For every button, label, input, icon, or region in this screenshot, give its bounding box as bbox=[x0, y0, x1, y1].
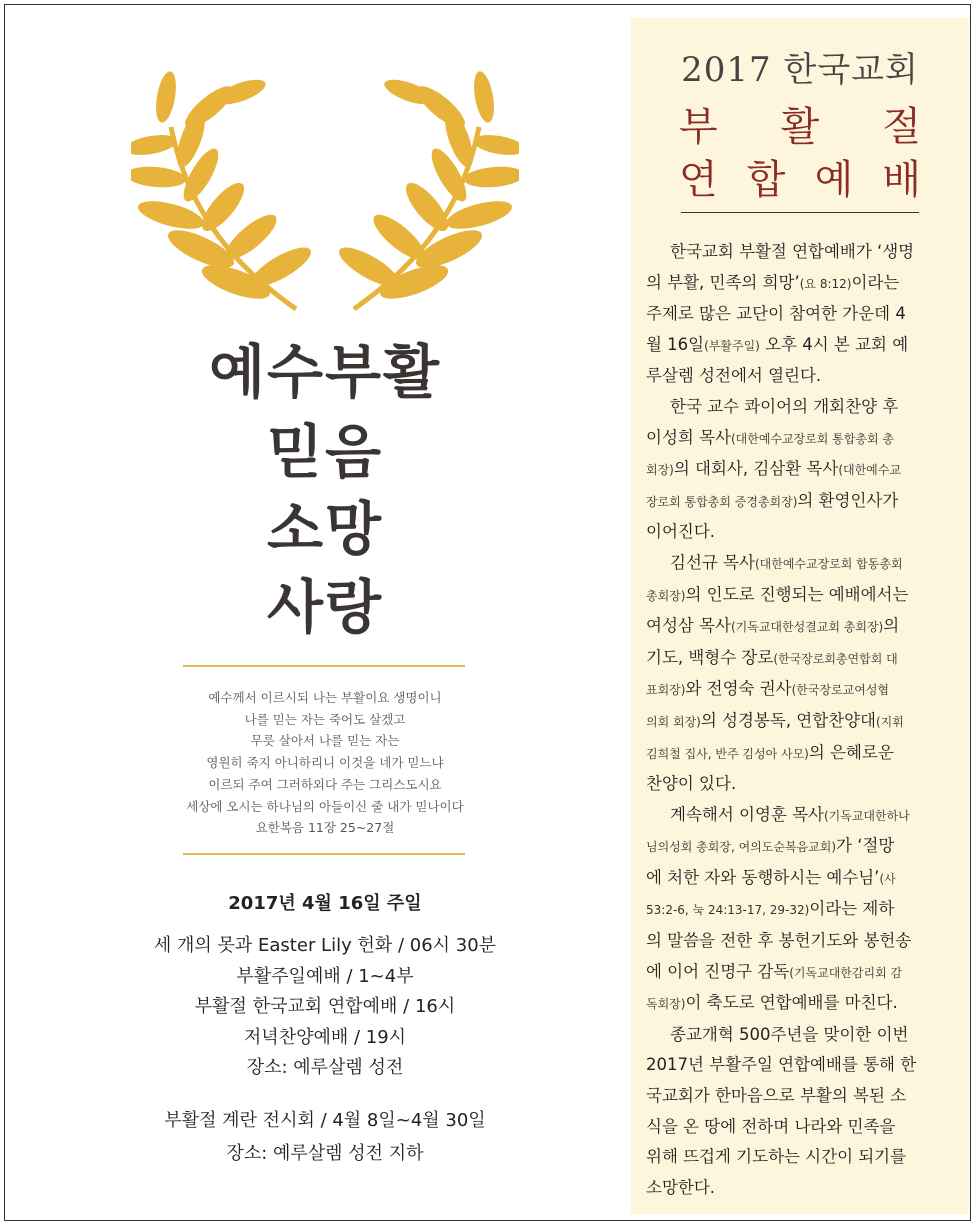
article-line bbox=[646, 330, 964, 362]
article-note: (대한예수교장로회 합동총회 bbox=[754, 556, 903, 571]
laurel-wreath-icon bbox=[131, 67, 519, 317]
exhibition-location: 장소: 예루살렘 성전 지하 bbox=[226, 1143, 424, 1164]
subtitle-char: 활 bbox=[780, 104, 820, 150]
article-line bbox=[646, 611, 964, 643]
article-line bbox=[646, 863, 964, 895]
article-text: 와 전영숙 권사 bbox=[685, 679, 792, 699]
article-note: 의회 회장) bbox=[646, 714, 701, 729]
article-line bbox=[646, 1050, 964, 1081]
article-note: (한국장로교여성협 bbox=[791, 683, 890, 698]
left-column bbox=[5, 5, 645, 1220]
article-text: 의 은혜로운 bbox=[808, 742, 894, 762]
article-note: (기독교대한성결교회 총회장) bbox=[730, 620, 884, 635]
article-note: (요 8:12) bbox=[799, 276, 852, 291]
article-text: 이라는 bbox=[851, 272, 900, 292]
article-text: 이라는 제하 bbox=[809, 899, 895, 919]
schedule-location: 장소: 예루살렘 성전 bbox=[246, 1057, 404, 1078]
article-line bbox=[646, 548, 964, 580]
article-line bbox=[646, 957, 964, 989]
verse-line: 나를 믿는 자는 죽어도 살겠고 bbox=[244, 711, 406, 727]
subtitle-char: 배 bbox=[882, 157, 921, 203]
article-note: 님의성회 총회장, 여의도순복음교회) bbox=[646, 840, 837, 855]
article-line bbox=[646, 769, 964, 800]
article-line bbox=[646, 237, 964, 268]
poster-frame bbox=[4, 4, 971, 1221]
article-note: (지휘 bbox=[876, 714, 904, 729]
verse-line: 세상에 오시는 하나님의 아들이신 줄 내가 믿나이다 bbox=[186, 798, 464, 814]
exhibition-item: 부활절 계란 전시회 / 4월 8일~4월 30일 bbox=[164, 1110, 486, 1131]
article-text: 이 축도로 연합예배를 마친다. bbox=[685, 993, 898, 1013]
article-title: 2017 한국교회 bbox=[681, 50, 919, 90]
article-line bbox=[646, 1081, 964, 1112]
article-note: (부활주일) bbox=[704, 338, 760, 353]
subtitle-char: 합 bbox=[746, 157, 786, 203]
article-panel bbox=[631, 18, 969, 1214]
article-line bbox=[646, 392, 964, 423]
headline-line-3: 소망 bbox=[266, 495, 384, 563]
scripture-verse bbox=[145, 687, 505, 839]
headline-line-2: 믿음 bbox=[266, 418, 384, 486]
article-text: 식을 온 땅에 전하며 나라와 민족을 bbox=[646, 1116, 896, 1136]
headline-line-4: 사랑 bbox=[266, 573, 384, 641]
schedule-list bbox=[5, 931, 645, 1084]
exhibition-info bbox=[5, 1104, 645, 1170]
article-note: 표회장) bbox=[646, 683, 686, 698]
article-line bbox=[646, 1142, 964, 1173]
article-line bbox=[646, 454, 964, 486]
article-line bbox=[646, 361, 964, 392]
article-line bbox=[646, 486, 964, 518]
article-text: 한국 교수 콰이어의 개회찬양 후 bbox=[670, 396, 899, 416]
article-line bbox=[646, 580, 964, 612]
article-text: 국교회가 한마음으로 부활의 복된 소 bbox=[646, 1086, 907, 1106]
article-line bbox=[646, 831, 964, 863]
article-line bbox=[646, 894, 964, 926]
title-divider bbox=[681, 212, 919, 213]
article-text: 의 인도로 진행되는 예배에서는 bbox=[685, 584, 909, 604]
article-line bbox=[646, 1173, 964, 1204]
article-note: 53:2-6, 눅 24:13-17, 29-32) bbox=[646, 903, 810, 918]
article-text: 위해 뜨겁게 기도하는 시간이 되기를 bbox=[646, 1147, 907, 1167]
article-text: 에 처한 자와 동행하시는 예수님’ bbox=[646, 867, 880, 887]
article-text: 종교개혁 500주년을 맞이한 이번 bbox=[670, 1024, 909, 1044]
subtitle-char: 예 bbox=[814, 157, 854, 203]
article-line bbox=[646, 517, 964, 548]
gold-divider-top bbox=[183, 665, 465, 667]
article-text: 주제로 많은 교단이 참여한 가운데 4 bbox=[646, 304, 906, 324]
article-line bbox=[646, 706, 964, 738]
article-note: 총회장) bbox=[646, 588, 686, 603]
subtitle-char: 연 bbox=[679, 157, 718, 203]
article-text: 의 bbox=[883, 616, 900, 636]
article-note: (기독교대한하나 bbox=[823, 808, 910, 823]
article-line bbox=[646, 1020, 964, 1051]
article-line bbox=[646, 926, 964, 957]
article-line bbox=[646, 800, 964, 832]
article-text: 한국교회 부활절 연합예배가 ‘생명 bbox=[670, 242, 915, 261]
verse-line: 이르되 주여 그러하외다 주는 그리스도시요 bbox=[208, 776, 442, 792]
verse-line: 무릇 살아서 나를 믿는 자는 bbox=[250, 733, 400, 749]
article-line bbox=[646, 738, 964, 770]
article-line bbox=[646, 423, 964, 455]
verse-line: 영원히 죽지 아니하리니 이것을 네가 믿느냐 bbox=[206, 755, 444, 771]
schedule-item: 세 개의 못과 Easter Lily 헌화 / 06시 30분 bbox=[153, 935, 497, 956]
article-body bbox=[646, 237, 964, 1203]
article-text: 2017년 부활주일 연합예배를 통해 한 bbox=[646, 1055, 917, 1075]
article-text: 루살렘 성전에서 열린다. bbox=[646, 366, 822, 386]
article-note: 장로회 통합총회 증경총회장) bbox=[646, 494, 798, 509]
article-text: 소망한다. bbox=[646, 1177, 716, 1197]
article-line bbox=[646, 299, 964, 330]
article-text: 월 16일 bbox=[646, 334, 705, 354]
article-line bbox=[646, 1112, 964, 1143]
article-line bbox=[646, 643, 964, 675]
article-text: 의 말씀을 전한 후 봉헌기도와 봉헌송 bbox=[646, 931, 912, 951]
schedule-item: 부활절 한국교회 연합예배 / 16시 bbox=[194, 996, 456, 1017]
article-note: 독회장) bbox=[646, 997, 686, 1012]
article-text: 의 환영인사가 bbox=[797, 490, 899, 510]
article-text: 의 성경봉독, 연합찬양대 bbox=[700, 710, 876, 730]
article-note: (사 bbox=[879, 871, 896, 886]
article-subtitle-line-1 bbox=[679, 95, 921, 152]
article-subtitle-line-2 bbox=[679, 148, 921, 205]
article-note: (대한예수교장로회 통합총회 총 bbox=[730, 431, 894, 446]
article-text: 에 이어 진명구 감독 bbox=[646, 961, 790, 981]
subtitle-char: 절 bbox=[882, 104, 921, 150]
article-line bbox=[646, 674, 964, 706]
subtitle-char: 부 bbox=[679, 104, 718, 150]
article-text: 가 ‘절망 bbox=[836, 836, 895, 856]
article-note: (기독교대한감리회 감 bbox=[789, 965, 903, 980]
article-text: 이어진다. bbox=[646, 522, 716, 542]
article-line bbox=[646, 988, 964, 1020]
article-text: 김선규 목사 bbox=[670, 552, 755, 572]
article-text: 계속해서 이영훈 목사 bbox=[670, 804, 824, 824]
verse-reference: 요한복음 11장 25~27절 bbox=[255, 820, 395, 836]
article-text: 의 부활, 민족의 희망’ bbox=[646, 272, 800, 292]
schedule-item: 부활주일예배 / 1~4부 bbox=[236, 965, 414, 987]
article-text: 오후 4시 본 교회 예 bbox=[759, 334, 909, 354]
article-text: 여성삼 목사 bbox=[646, 616, 731, 636]
article-line bbox=[646, 268, 964, 300]
article-text: 찬양이 있다. bbox=[646, 774, 737, 794]
headline-line-1: 예수부활 bbox=[208, 338, 442, 406]
article-note: (한국장로회총연합회 대 bbox=[773, 651, 898, 666]
schedule-item: 저녁찬양예배 / 19시 bbox=[243, 1026, 407, 1048]
article-note: (대한예수교 bbox=[838, 463, 901, 478]
article-note: 김희철 집사, 반주 김성아 사모) bbox=[646, 746, 809, 761]
article-note: 회장) bbox=[646, 463, 674, 478]
verse-line: 예수께서 이르시되 나는 부활이요 생명이니 bbox=[208, 690, 442, 705]
article-text: 이성희 목사 bbox=[646, 427, 731, 447]
article-text: 의 대회사, 김삼환 목사 bbox=[673, 459, 839, 479]
article-text: 기도, 백형수 장로 bbox=[646, 647, 774, 667]
event-date: 2017년 4월 16일 주일 bbox=[228, 893, 422, 914]
gold-divider-bottom bbox=[183, 853, 465, 855]
